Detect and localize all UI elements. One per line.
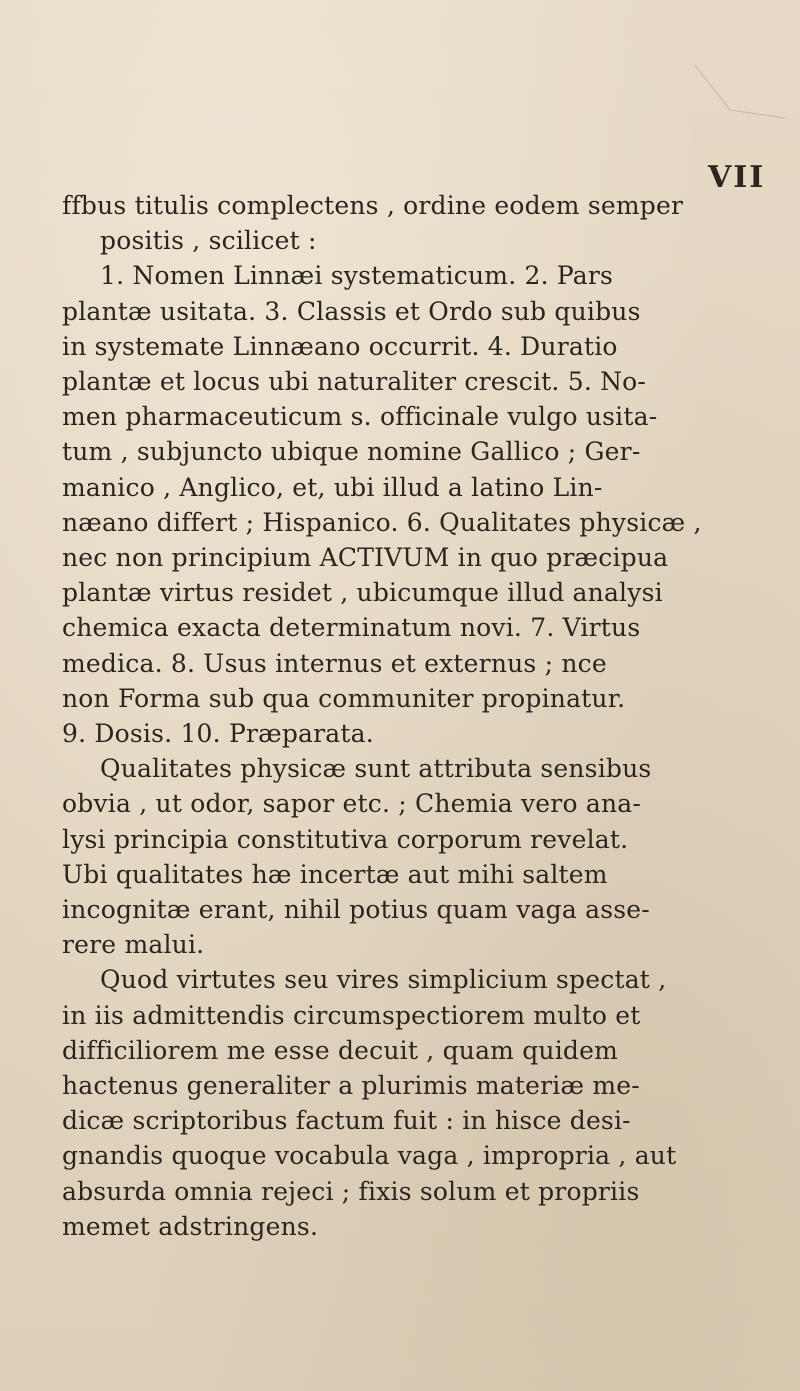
text-line: plantæ virtus residet , ubicumque illud analysi [62, 578, 663, 608]
text-line: 9. Dosis. 10. Præparata. [62, 719, 374, 749]
text-line: positis , scilicet : [100, 226, 317, 256]
text-line: obvia , ut odor, sapor etc. ; Chemia vero ana- [62, 789, 642, 819]
text-line: Quod virtutes seu vires simplicium spectat , [100, 965, 667, 995]
text-line: ffbus titulis complectens , ordine eodem semper [62, 191, 684, 220]
text-line: in iis admittendis circumspectiorem multo et [62, 1000, 641, 1030]
page-number: VII [708, 160, 766, 195]
text-line: medica. 8. Usus internus et externus ; nce [62, 648, 607, 678]
text-line: memet adstringens. [62, 1211, 319, 1241]
text-line: plantæ et locus ubi naturaliter crescit. 5. No- [62, 367, 647, 397]
text-line: absurda omnia rejeci ; fixis solum et propriis [62, 1176, 640, 1206]
text-line: lysi principia constitutiva corporum revelat. [62, 824, 629, 854]
text-line: Qualitates physicæ sunt attributa sensibus [100, 754, 652, 784]
text-line: plantæ usitata. 3. Classis et Ordo sub quibus [62, 296, 641, 326]
paragraph-intro [62, 188, 752, 258]
text-line: 1. Nomen Linnæi systematicum. 2. Pars [100, 261, 614, 291]
paragraph-virtutes [62, 962, 752, 1244]
text-line: gnandis quoque vocabula vaga , impropria , aut [62, 1141, 677, 1171]
text-line: dicæ scriptoribus factum fuit : in hisce desi- [62, 1106, 631, 1136]
text-line: men pharmaceuticum s. officinale vulgo usita- [62, 402, 658, 432]
text-line: hactenus generaliter a plurimis materiæ me- [62, 1071, 640, 1101]
text-line: næano differt ; Hispanico. 6. Qualitates physicæ , [62, 507, 702, 537]
text-line: nec non principium ACTIVUM in quo præcipua [62, 543, 669, 573]
text-line: chemica exacta determinatum novi. 7. Virtus [62, 613, 641, 643]
text-line: Ubi qualitates hæ incertæ aut mihi saltem [62, 859, 608, 889]
text-line: incognitæ erant, nihil potius quam vaga asse- [62, 895, 650, 925]
text-line: manico , Anglico, et, ubi illud a latino Lin- [62, 472, 603, 502]
paragraph-qualitates [62, 751, 752, 962]
text-line: tum , subjuncto ubique nomine Gallico ; Ger- [62, 437, 641, 467]
text-line: non Forma sub qua communiter propinatur. [62, 683, 626, 713]
paper-crease-mark [690, 60, 790, 120]
body-text [62, 188, 752, 1244]
text-line: rere malui. [62, 930, 205, 960]
text-line: difficiliorem me esse decuit , quam quidem [62, 1035, 619, 1065]
paragraph-enumeration [62, 258, 752, 751]
text-line: in systemate Linnæano occurrit. 4. Duratio [62, 331, 618, 361]
